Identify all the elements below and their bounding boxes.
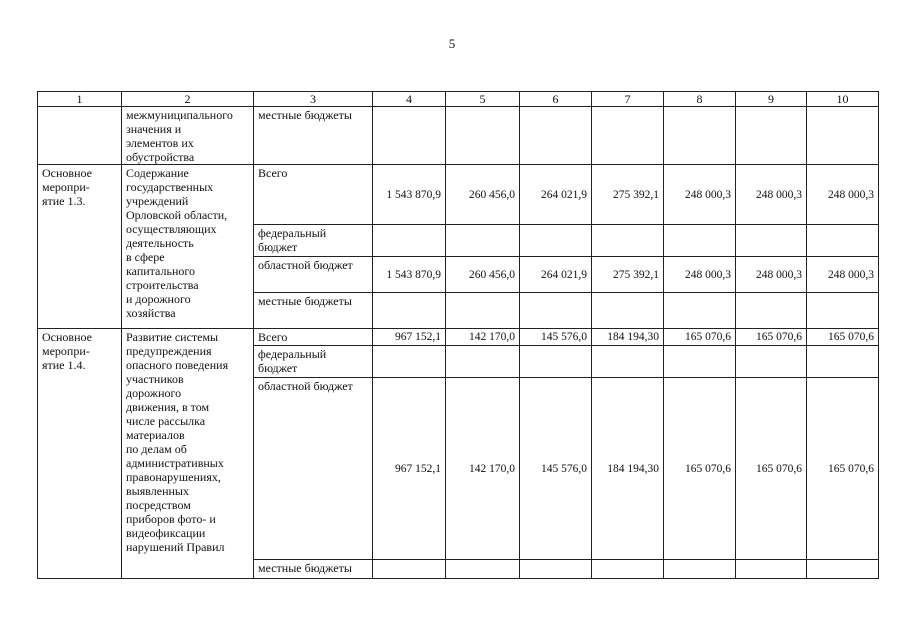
header-cell: 6 — [520, 92, 592, 107]
source-cell: Всего — [254, 329, 373, 346]
value-cell: 967 152,1 — [373, 329, 446, 346]
value-cell — [520, 107, 592, 165]
value-cell: 248 000,3 — [664, 165, 736, 225]
source-cell: Всего — [254, 165, 373, 225]
code-cell — [38, 107, 122, 165]
value-cell — [592, 293, 664, 329]
value-cell — [446, 225, 520, 257]
measure-code-cell: Основное меропри- ятие 1.4. — [38, 329, 122, 579]
value-cell — [736, 107, 807, 165]
measure-description-cell: Развитие системы предупреждения опасного поведения участников дорожного движения, в том числе рассылка материалов по делам об административных правонарушениях, выявленных посредством приборов фото- и видеофиксации нарушений Правил — [122, 329, 254, 579]
value-cell — [446, 560, 520, 579]
value-cell — [807, 560, 879, 579]
value-cell — [736, 225, 807, 257]
value-cell: 967 152,1 — [373, 378, 446, 560]
value-cell — [373, 560, 446, 579]
header-cell: 10 — [807, 92, 879, 107]
value-cell — [520, 293, 592, 329]
value-cell — [664, 293, 736, 329]
value-cell: 145 576,0 — [520, 378, 592, 560]
table-row — [38, 107, 879, 165]
measure-description-cell: Содержание государственных учреждений Орловской области, осуществляющих деятельность в сфере капитального строительства и дорожного хозяйства — [122, 165, 254, 329]
value-cell: 184 194,30 — [592, 329, 664, 346]
header-row — [38, 92, 879, 107]
source-cell: областной бюджет — [254, 378, 373, 560]
budget-table — [37, 91, 879, 579]
value-cell: 248 000,3 — [807, 165, 879, 225]
value-cell: 260 456,0 — [446, 165, 520, 225]
value-cell — [664, 107, 736, 165]
source-cell: местные бюджеты — [254, 107, 373, 165]
value-cell: 165 070,6 — [736, 329, 807, 346]
value-cell — [664, 560, 736, 579]
value-cell: 1 543 870,9 — [373, 165, 446, 225]
source-cell: федеральный бюджет — [254, 225, 373, 257]
value-cell: 260 456,0 — [446, 257, 520, 293]
value-cell: 165 070,6 — [807, 329, 879, 346]
value-cell — [592, 560, 664, 579]
header-cell: 3 — [254, 92, 373, 107]
value-cell: 165 070,6 — [736, 378, 807, 560]
value-cell — [736, 560, 807, 579]
value-cell — [592, 107, 664, 165]
value-cell — [520, 560, 592, 579]
header-cell: 4 — [373, 92, 446, 107]
value-cell — [592, 225, 664, 257]
header-cell: 9 — [736, 92, 807, 107]
source-cell: областной бюджет — [254, 257, 373, 293]
value-cell — [373, 225, 446, 257]
table-row — [38, 165, 879, 225]
value-cell — [807, 107, 879, 165]
value-cell: 275 392,1 — [592, 165, 664, 225]
value-cell — [520, 225, 592, 257]
value-cell: 248 000,3 — [736, 257, 807, 293]
value-cell — [736, 346, 807, 378]
value-cell: 264 021,9 — [520, 165, 592, 225]
value-cell: 165 070,6 — [807, 378, 879, 560]
value-cell — [446, 107, 520, 165]
value-cell — [373, 346, 446, 378]
source-cell: местные бюджеты — [254, 560, 373, 579]
table-row — [38, 329, 879, 346]
header-cell: 5 — [446, 92, 520, 107]
value-cell: 184 194,30 — [592, 378, 664, 560]
value-cell: 142 170,0 — [446, 329, 520, 346]
value-cell: 165 070,6 — [664, 378, 736, 560]
value-cell: 1 543 870,9 — [373, 257, 446, 293]
header-cell: 1 — [38, 92, 122, 107]
value-cell: 142 170,0 — [446, 378, 520, 560]
source-cell: федеральный бюджет — [254, 346, 373, 378]
value-cell: 165 070,6 — [664, 329, 736, 346]
header-cell: 7 — [592, 92, 664, 107]
header-cell: 2 — [122, 92, 254, 107]
value-cell — [373, 107, 446, 165]
source-cell: местные бюджеты — [254, 293, 373, 329]
value-cell — [373, 293, 446, 329]
page-number: 5 — [448, 36, 456, 51]
value-cell — [446, 346, 520, 378]
value-cell — [520, 346, 592, 378]
value-cell — [664, 225, 736, 257]
value-cell — [446, 293, 520, 329]
value-cell: 248 000,3 — [736, 165, 807, 225]
header-cell: 8 — [664, 92, 736, 107]
value-cell: 248 000,3 — [807, 257, 879, 293]
value-cell — [592, 346, 664, 378]
value-cell — [664, 346, 736, 378]
value-cell: 275 392,1 — [592, 257, 664, 293]
value-cell — [807, 346, 879, 378]
value-cell — [736, 293, 807, 329]
value-cell: 145 576,0 — [520, 329, 592, 346]
value-cell: 248 000,3 — [664, 257, 736, 293]
value-cell — [807, 293, 879, 329]
value-cell — [807, 225, 879, 257]
description-cell: межмуниципального значения и элементов их обустройства — [122, 107, 254, 165]
value-cell: 264 021,9 — [520, 257, 592, 293]
measure-code-cell: Основное меропри- ятие 1.3. — [38, 165, 122, 329]
